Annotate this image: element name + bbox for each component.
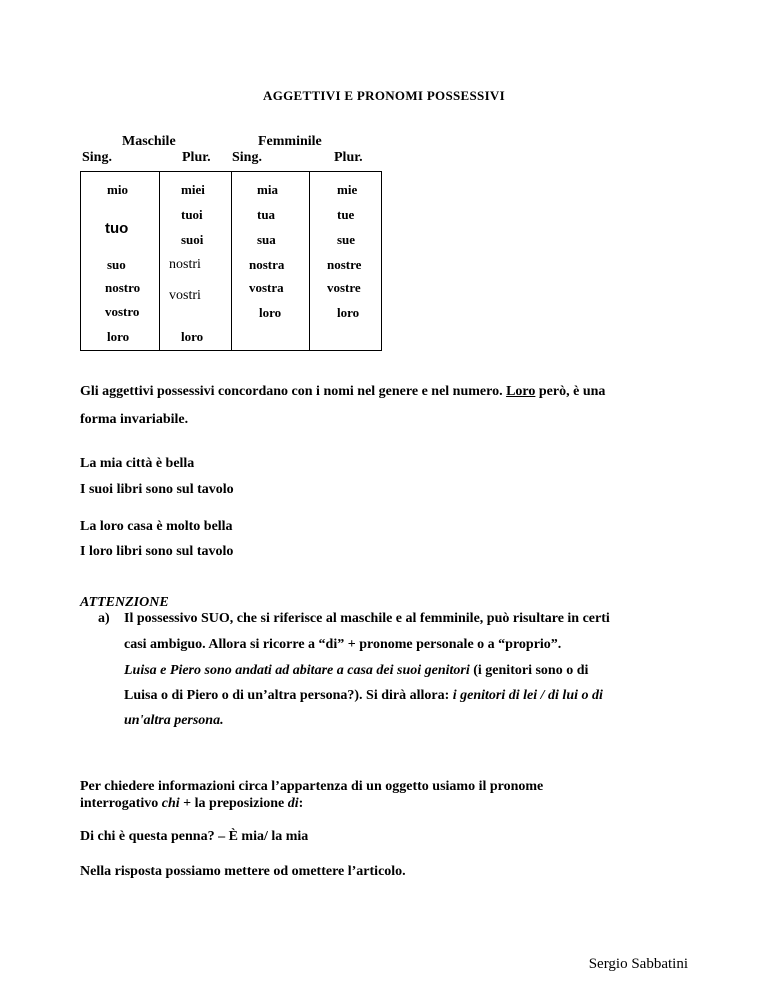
example-question: Di chi è questa penna? – È mia/ la mia (80, 829, 309, 844)
item-text-rest: (i genitori sono o di (469, 663, 589, 678)
header-sing-f: Sing. (232, 150, 262, 165)
cell-masc-sing: loro (107, 329, 130, 344)
header-sing-m: Sing. (82, 150, 112, 165)
cell-fem-sing: loro (259, 305, 282, 320)
cell-fem-plur: loro (337, 305, 360, 320)
item-text-italic: i genitori di lei / di lui o di (452, 688, 603, 703)
item-text (124, 663, 588, 679)
header-maschile: Maschile (122, 134, 176, 149)
para-text: + la preposizione (179, 796, 288, 811)
cell-masc-sing: nostro (105, 280, 141, 295)
para-italic: chi (161, 796, 180, 811)
item-text: casi ambiguo. Allora si ricorre a “di” + pronome personale o a “proprio”. (124, 637, 562, 652)
example-line: La mia città è bella (80, 456, 195, 471)
cell-masc-sing: tuo (105, 220, 129, 237)
cell-fem-plur: nostre (327, 257, 362, 272)
header-plur-f: Plur. (334, 150, 363, 165)
item-text-italic: Luisa e Piero sono andati ad abitare a casa dei suoi genitori (124, 663, 470, 678)
cell-fem-sing: mia (257, 182, 278, 197)
para-text: però, è una (535, 384, 606, 399)
table-divider (159, 172, 160, 350)
cell-masc-plur: suoi (181, 232, 204, 247)
header-plur-m: Plur. (182, 150, 211, 165)
paragraph-agreement-cont: forma invariabile. (80, 412, 189, 427)
page-title: AGGETTIVI E PRONOMI POSSESSIVI (263, 88, 505, 103)
cell-fem-sing: sua (257, 232, 276, 247)
item-marker: a) (98, 611, 110, 626)
cell-fem-plur: sue (337, 232, 356, 247)
cell-masc-sing: mio (107, 182, 128, 197)
cell-fem-sing: vostra (249, 280, 284, 295)
cell-masc-sing: suo (107, 257, 126, 272)
para-italic: di (287, 796, 299, 811)
cell-fem-plur: tue (337, 207, 355, 222)
cell-fem-plur: vostre (327, 280, 361, 295)
attenzione-heading: ATTENZIONE (80, 595, 169, 610)
note-article: Nella risposta possiamo mettere od omettere l’articolo. (80, 864, 406, 879)
header-femminile: Femminile (258, 134, 322, 149)
example-line: I suoi libri sono sul tavolo (80, 482, 234, 497)
possessives-table (80, 171, 382, 351)
cell-fem-sing: tua (257, 207, 276, 222)
item-text-italic: un'altra persona. (124, 713, 224, 728)
paragraph-question-intro: Per chiedere informazioni circa l’appartenza di un oggetto usiamo il pronome (80, 779, 544, 794)
cell-fem-plur: mie (337, 182, 358, 197)
paragraph-agreement (80, 384, 605, 400)
cell-fem-sing: nostra (249, 257, 285, 272)
para-text: interrogativo (80, 796, 162, 811)
item-text (124, 688, 603, 704)
cell-masc-plur: loro (181, 329, 204, 344)
para-underlined: Loro (506, 384, 536, 399)
cell-masc-plur: tuoi (181, 207, 203, 222)
para-text: : (298, 796, 304, 811)
example-line: I loro libri sono sul tavolo (80, 544, 234, 559)
table-divider (309, 172, 310, 350)
paragraph-question-intro-cont (80, 796, 303, 812)
author-name: Sergio Sabbatini (588, 956, 688, 972)
cell-masc-sing: vostro (105, 304, 140, 319)
table-divider (231, 172, 232, 350)
item-text-rest: Luisa o di Piero o di un’altra persona?). Si dirà allora: (124, 688, 453, 703)
cell-masc-plur: miei (181, 182, 205, 197)
example-line: La loro casa è molto bella (80, 519, 233, 534)
cell-masc-plur: nostri (169, 257, 201, 272)
item-text: Il possessivo SUO, che si riferisce al maschile e al femminile, può risultare in certi (124, 611, 610, 626)
cell-masc-plur: vostri (169, 288, 201, 303)
para-text: Gli aggettivi possessivi concordano con i nomi nel genere e nel numero. (80, 384, 507, 399)
